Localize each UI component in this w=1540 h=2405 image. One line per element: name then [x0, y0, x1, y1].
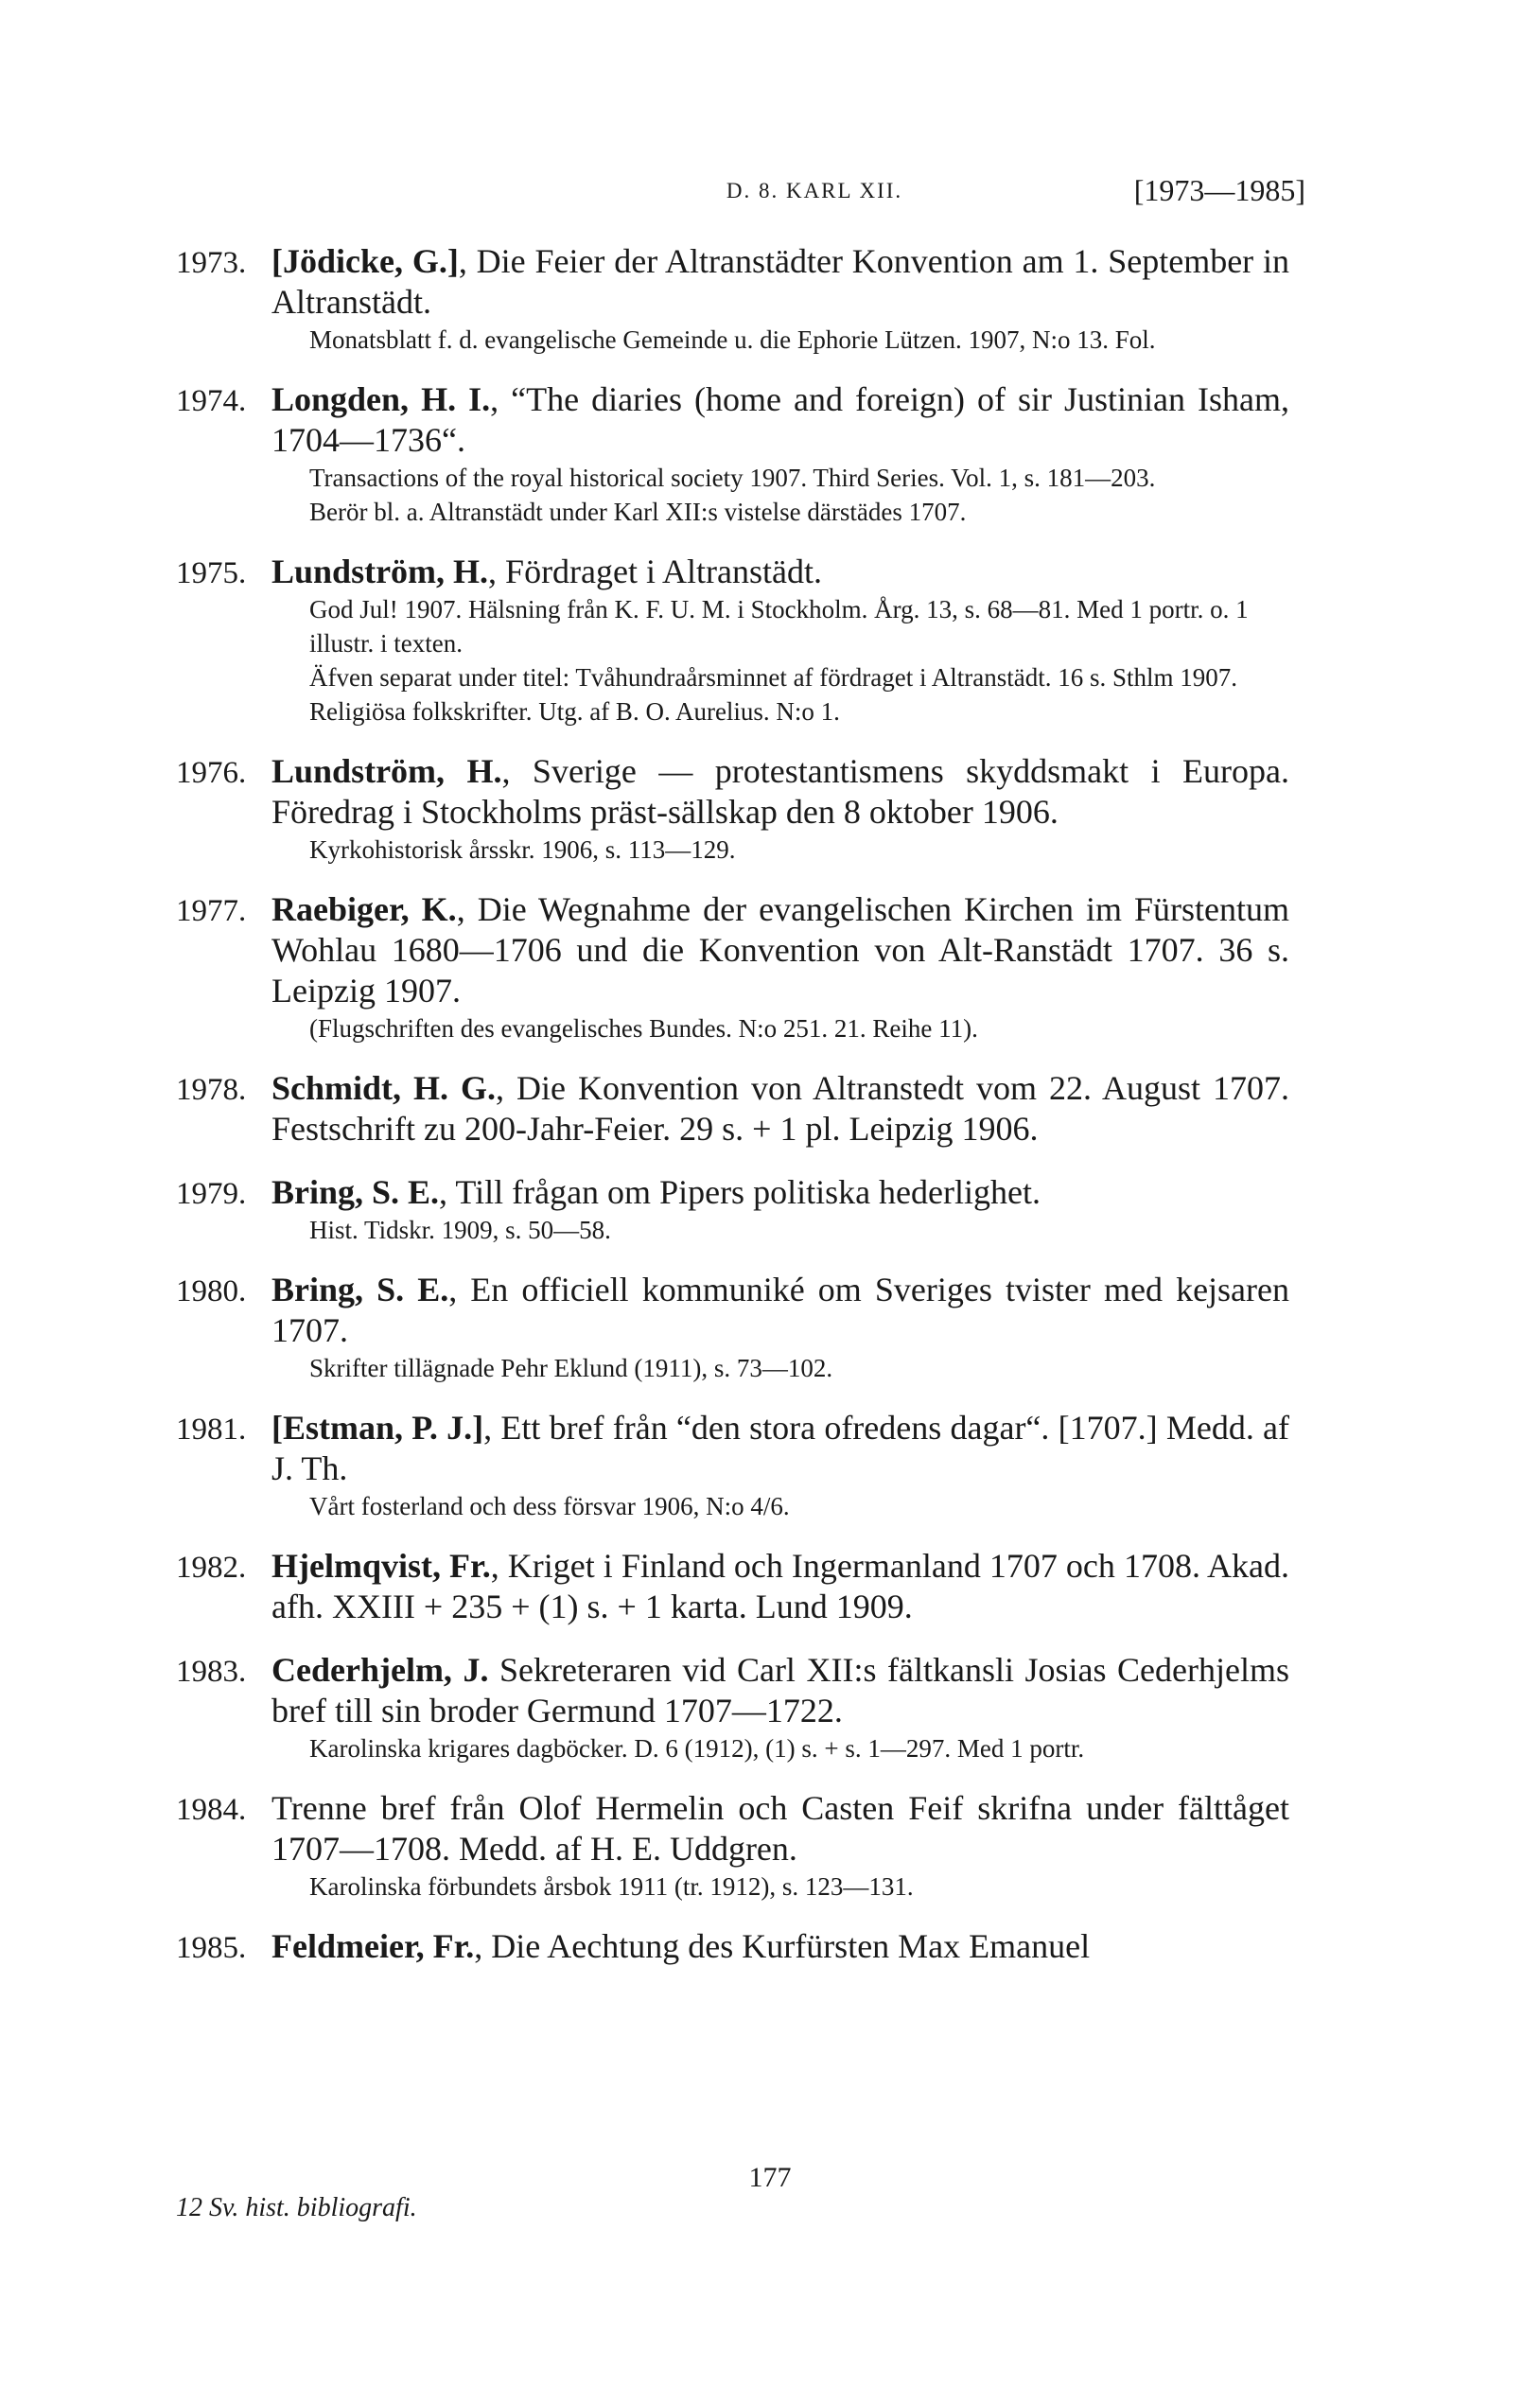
- entry-note: Karolinska krigares dagböcker. D. 6 (1912), (1) s. + s. 1—297. Med 1 portr.: [309, 1734, 1085, 1763]
- entry-note: Berör bl. a. Altranstädt under Karl XII:s vistelse därstädes 1707.: [309, 498, 967, 526]
- bibliography-entry: [0, 1068, 1540, 1150]
- entry-number: 1980.: [176, 1274, 247, 1308]
- entry-author: Lundström, H.: [271, 553, 489, 590]
- entry-title: , Die Aechtung des Kurfürsten Max Emanuel: [474, 1927, 1091, 1965]
- entry-number: 1977.: [176, 894, 247, 928]
- bibliography-entry: [0, 241, 1540, 357]
- entry-citation: [271, 1068, 1289, 1150]
- bibliography-entry: [0, 1788, 1540, 1904]
- entry-number: 1975.: [176, 556, 247, 590]
- entry-author: Hjelmqvist, Fr.: [271, 1547, 491, 1585]
- entry-author: Lundström, H.: [271, 752, 502, 790]
- entry-note: Karolinska förbundets årsbok 1911 (tr. 1912), s. 123—131.: [309, 1872, 914, 1901]
- page-number: 177: [748, 2162, 792, 2193]
- entry-author: Bring, S. E.: [271, 1271, 449, 1308]
- entry-note: Monatsblatt f. d. evangelische Gemeinde u. die Ephorie Lützen. 1907, N:o 13. Fol.: [309, 325, 1156, 354]
- entry-author: Raebiger, K.: [271, 890, 457, 928]
- entry-title: , Sverige — protestantismens skyddsmakt i Europa. Föredrag i Stockholms präst-sällskap den 8 oktober 1906.: [271, 752, 1289, 831]
- entry-number: 1981.: [176, 1413, 247, 1447]
- running-head-section: D. 8. KARL XII.: [726, 179, 903, 202]
- entry-note: Transactions of the royal historical society 1907. Third Series. Vol. 1, s. 181—203.: [309, 464, 1156, 492]
- entry-number: 1974.: [176, 384, 247, 418]
- entry-title: , Ett bref från “den stora ofredens dagar“. [1707.] Medd. af J. Th.: [271, 1409, 1290, 1487]
- entry-note: Äfven separat under titel: Tvåhundraårsminnet af fördraget i Altranstädt. 16 s. Sthlm 1907. Religiösa folkskrifter. Utg. af B. O. Aurelius. N:o 1.: [309, 663, 1238, 726]
- entry-number: 1985.: [176, 1931, 247, 1965]
- entry-citation: [271, 1546, 1289, 1627]
- entry-note: God Jul! 1907. Hälsning från K. F. U. M. i Stockholm. Årg. 13, s. 68—81. Med 1 portr. o. 1 illustr. i texten.: [309, 595, 1249, 658]
- bibliography-entry: [0, 1546, 1540, 1627]
- entry-note: Kyrkohistorisk årsskr. 1906, s. 113—129.: [309, 835, 736, 864]
- entry-author: Feldmeier, Fr.: [271, 1927, 475, 1965]
- entry-citation: [271, 1650, 1289, 1731]
- entry-number: 1983.: [176, 1655, 247, 1689]
- bibliography-entry: [0, 889, 1540, 1045]
- entry-note: (Flugschriften des evangelisches Bundes. N:o 251. 21. Reihe 11).: [309, 1014, 978, 1043]
- running-head-range: [1973—1985]: [1133, 173, 1305, 207]
- entry-citation: [271, 1270, 1289, 1351]
- entry-title: Trenne bref från Olof Hermelin och Casten Feif skrifna under fälttåget 1707—1708. Medd. af H. E. Uddgren.: [271, 1789, 1289, 1868]
- entry-citation: [271, 1172, 1289, 1213]
- entry-citation: [271, 889, 1289, 1011]
- entry-citation: [271, 1926, 1289, 1967]
- entry-number: 1984.: [176, 1793, 247, 1827]
- entry-title: Sekreteraren vid Carl XII:s fältkansli Josias Cederhjelms bref till sin broder Germund 1707—1722.: [271, 1651, 1289, 1729]
- entry-title: , “The diaries (home and foreign) of sir Justinian Isham, 1704—1736“.: [271, 380, 1289, 459]
- entry-author: Bring, S. E.: [271, 1173, 440, 1211]
- entry-note: Skrifter tillägnade Pehr Eklund (1911), s. 73—102.: [309, 1354, 833, 1382]
- entry-note: Hist. Tidskr. 1909, s. 50—58.: [309, 1216, 611, 1244]
- entry-title: , Die Feier der Altranstädter Konvention am 1. September in Altranstädt.: [271, 242, 1289, 321]
- entry-author: [Jödicke, G.]: [271, 242, 459, 280]
- bibliography-entry: [0, 1650, 1540, 1765]
- bibliography-entry: [0, 379, 1540, 529]
- entry-citation: [271, 241, 1289, 323]
- entry-citation: [271, 751, 1289, 833]
- entry-author: Cederhjelm, J.: [271, 1651, 489, 1689]
- entry-number: 1973.: [176, 246, 247, 280]
- entry-number: 1979.: [176, 1177, 247, 1211]
- entry-citation: [271, 1788, 1289, 1870]
- entry-number: 1976.: [176, 756, 247, 790]
- entry-title: , Die Konvention von Altranstedt vom 22. August 1707. Festschrift zu 200-Jahr-Feier. 29 s. + 1 pl. Leipzig 1906.: [271, 1069, 1289, 1148]
- entry-author: Longden, H. I.: [271, 380, 491, 418]
- entry-title: , En officiell kommuniké om Sveriges tvister med kejsaren 1707.: [271, 1271, 1290, 1349]
- entry-citation: [271, 1408, 1289, 1489]
- entry-citation: [271, 379, 1289, 461]
- entry-title: , Kriget i Finland och Ingermanland 1707 och 1708. Akad. afh. XXIII + 235 + (1) s. + 1 karta. Lund 1909.: [271, 1547, 1289, 1625]
- printer-signature: 12 Sv. hist. bibliografi.: [176, 2193, 417, 2222]
- bibliography-entry: [0, 1408, 1540, 1523]
- entry-title: , Till frågan om Pipers politiska hederlighet.: [439, 1173, 1041, 1211]
- entry-title: , Die Wegnahme der evangelischen Kirchen im Fürstentum Wohlau 1680—1706 und die Konvention von Alt-Ranstädt 1707. 36 s. Leipzig 1907.: [271, 890, 1290, 1009]
- running-head: [324, 173, 1305, 211]
- entry-citation: [271, 552, 1289, 592]
- bibliography-entry: [0, 1172, 1540, 1247]
- entry-number: 1982.: [176, 1551, 247, 1585]
- entry-number: 1978.: [176, 1073, 247, 1107]
- entry-author: Schmidt, H. G.: [271, 1069, 497, 1107]
- bibliography-entry: [0, 751, 1540, 867]
- bibliography-entry: [0, 1926, 1540, 1967]
- entry-author: [Estman, P. J.]: [271, 1409, 484, 1447]
- bibliography-entry: [0, 1270, 1540, 1385]
- entry-title: , Fördraget i Altranstädt.: [488, 553, 822, 590]
- bibliography-entries: [0, 241, 1540, 1990]
- entry-note: Vårt fosterland och dess försvar 1906, N:o 4/6.: [309, 1492, 790, 1520]
- bibliography-entry: [0, 552, 1540, 729]
